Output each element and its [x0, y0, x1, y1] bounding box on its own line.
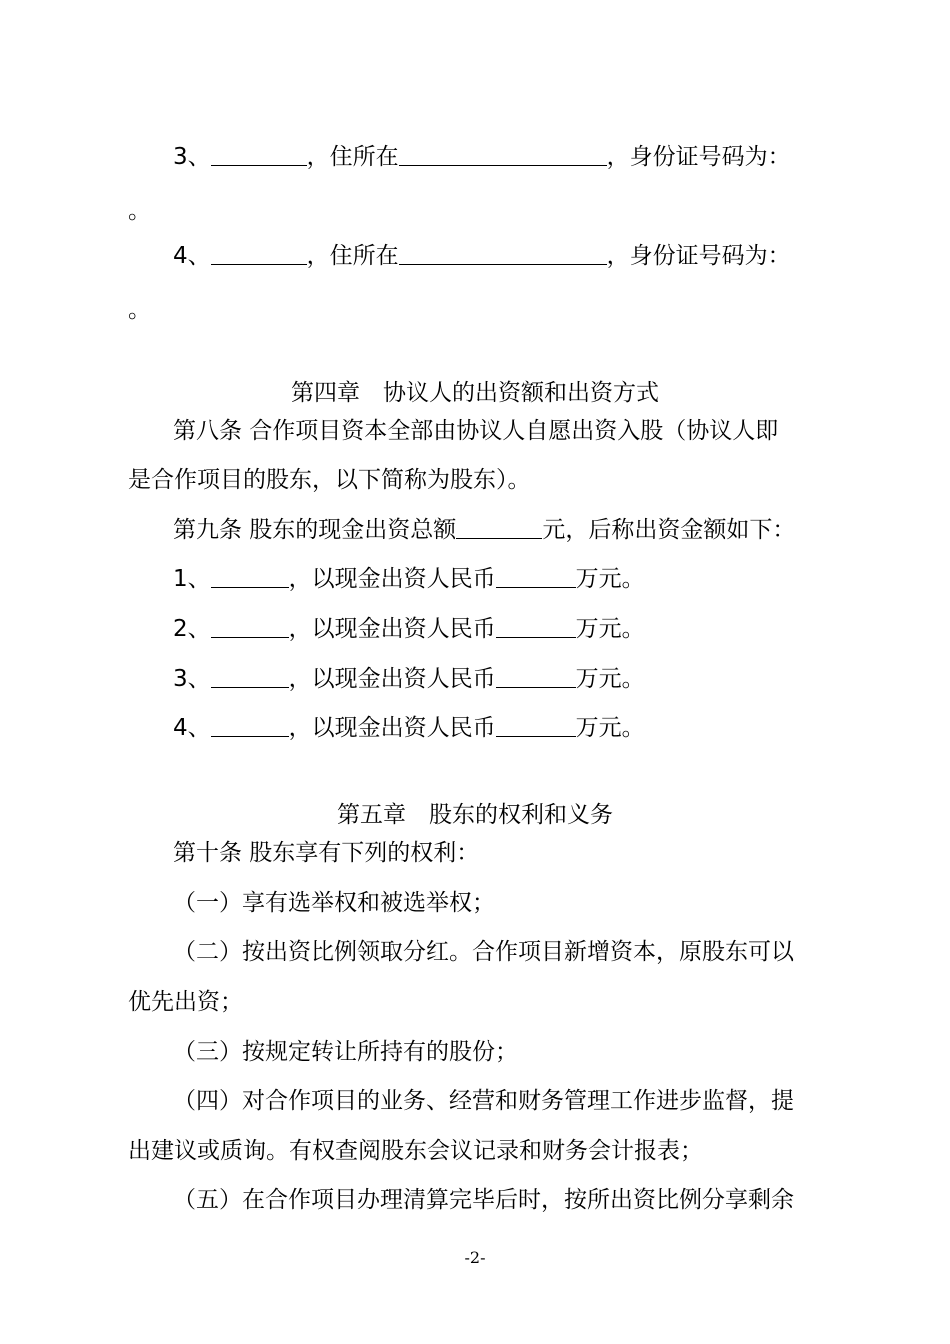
name-blank[interactable]	[211, 242, 307, 265]
party-4-line-end: 。	[128, 297, 151, 323]
contribution-row-4: 4、 ，以现金出资人民币 万元。	[173, 715, 645, 741]
right-2-line1: （二）按出资比例领取分红。合作项目新增资本，原股东可以	[173, 939, 794, 965]
article-8-line2: 是合作项目的股东，以下简称为股东）。	[128, 467, 531, 493]
contributor-blank[interactable]	[211, 565, 289, 588]
contribution-row-2: 2、 ，以现金出资人民币 万元。	[173, 616, 645, 642]
contributor-blank[interactable]	[211, 615, 289, 638]
amount-blank[interactable]	[496, 714, 576, 737]
item-number: 4、	[173, 243, 211, 269]
page-number: -2-	[464, 1248, 486, 1267]
contributor-blank[interactable]	[211, 665, 289, 688]
amount-blank[interactable]	[496, 565, 576, 588]
article-8-line1: 第八条 合作项目资本全部由协议人自愿出资入股（协议人即	[173, 418, 779, 444]
name-blank[interactable]	[211, 143, 307, 166]
total-amount-blank[interactable]	[456, 516, 542, 539]
address-blank[interactable]	[399, 242, 607, 265]
item-number: 3、	[173, 144, 211, 170]
right-2-line2: 优先出资；	[128, 989, 243, 1015]
contributor-blank[interactable]	[211, 714, 289, 737]
chapter-5-title: 第五章 股东的权利和义务	[337, 802, 613, 828]
right-4-line2: 出建议或质询。有权查阅股东会议记录和财务会计报表；	[128, 1138, 703, 1164]
article-10: 第十条 股东享有下列的权利：	[173, 840, 480, 866]
amount-blank[interactable]	[496, 615, 576, 638]
party-3-line-end: 。	[128, 198, 151, 224]
right-3: （三）按规定转让所持有的股份；	[173, 1039, 518, 1065]
contribution-row-1: 1、 ，以现金出资人民币 万元。	[173, 566, 645, 592]
party-4-line: 4、 ，住所在 ，身份证号码为：	[173, 243, 791, 269]
article-9: 第九条 股东的现金出资总额 元，后称出资金额如下：	[173, 517, 796, 543]
chapter-4-title: 第四章 协议人的出资额和出资方式	[291, 380, 659, 406]
party-3-line: 3、 ，住所在 ，身份证号码为：	[173, 144, 791, 170]
right-1: （一）享有选举权和被选举权；	[173, 890, 495, 916]
address-blank[interactable]	[399, 143, 607, 166]
right-5-line1: （五）在合作项目办理清算完毕后时，按所出资比例分享剩余	[173, 1187, 794, 1213]
amount-blank[interactable]	[496, 665, 576, 688]
right-4-line1: （四）对合作项目的业务、经营和财务管理工作进步监督，提	[173, 1088, 794, 1114]
contribution-row-3: 3、 ，以现金出资人民币 万元。	[173, 666, 645, 692]
